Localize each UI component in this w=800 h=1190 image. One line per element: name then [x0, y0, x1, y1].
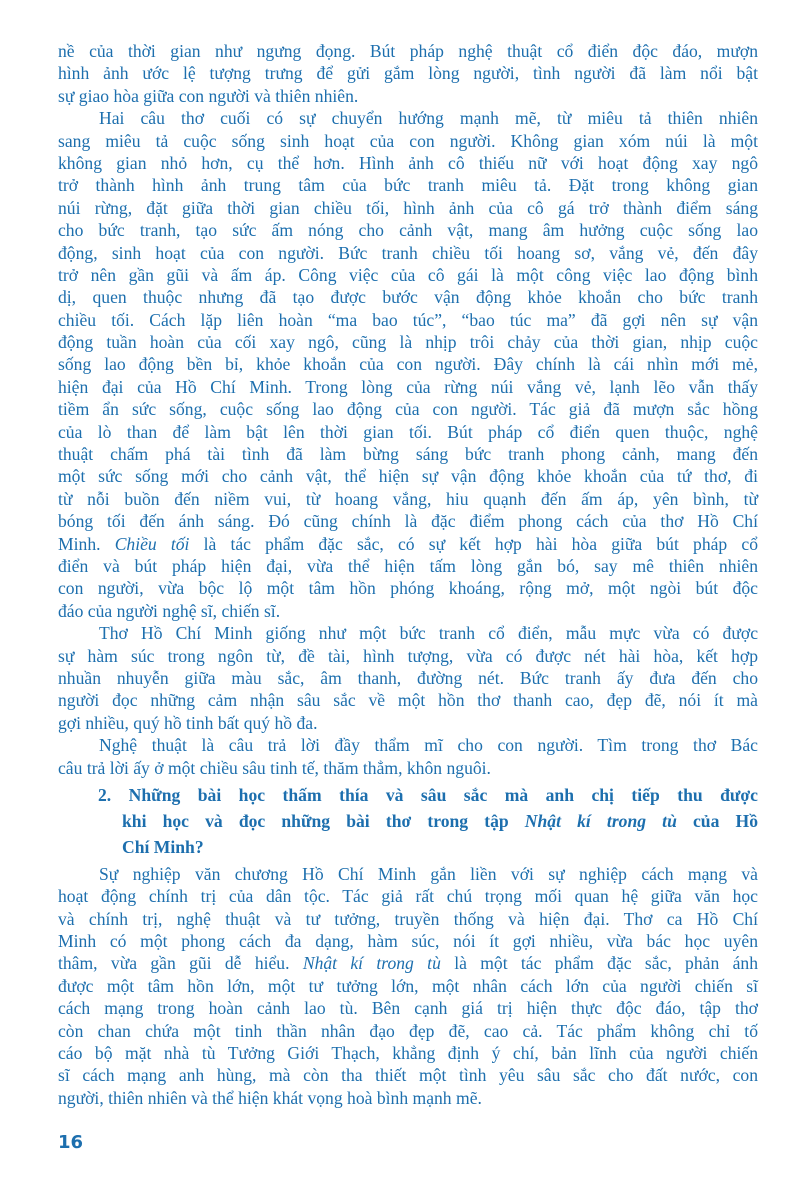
text-run: Thơ Hồ Chí Minh giống như một bức tranh cổ điển, mẫu mực vừa có được — [99, 623, 758, 644]
text-run: động tuần hoàn của cối xay ngô, cũng là nhịp trôi chảy của thời gian, nhịp cuộc — [58, 332, 758, 353]
text-line — [58, 782, 758, 808]
question-heading — [58, 782, 758, 860]
text-line — [58, 331, 758, 353]
italic-title: Nhật kí trong tù — [302, 953, 441, 974]
text-line — [58, 577, 758, 599]
text-line — [58, 130, 758, 152]
book-page-text — [58, 40, 758, 1109]
text-run: sự hàm súc trong ngôn từ, đề tài, hình tượng, vừa có được nét hài hòa, kết hợp — [58, 645, 758, 666]
text-line — [58, 1042, 758, 1064]
text-run: câu trả lời ấy ở một chiều sâu tinh tế, thăm thẳm, khôn nguôi. — [58, 757, 491, 778]
text-line — [58, 600, 758, 622]
text-run: trở thành hình ảnh trung tâm của bức tranh miêu tả. Đặt trong không gian — [58, 175, 758, 196]
text-run: nề của thời gian như ngưng đọng. Bút pháp nghệ thuật cổ điển độc đáo, mượn — [58, 41, 758, 61]
text-line — [58, 555, 758, 577]
text-run: sống lao động bền bỉ, khỏe khoắn của con người. Đây chính là cái nhìn mới mẻ, — [58, 354, 758, 375]
text-line — [58, 808, 758, 834]
text-line — [58, 533, 758, 555]
text-line — [58, 398, 758, 420]
text-run: tiềm ẩn sức sống, cuộc sống lao động của con người. Tác giả đã mượn sắc hồng — [58, 399, 758, 420]
text-line — [58, 465, 758, 487]
text-run: nhuần nhuyễn giữa màu sắc, âm thanh, đường nét. Bức tranh ấy đưa đến cho — [58, 667, 758, 688]
text-line — [58, 85, 758, 107]
text-run: Minh có một phong cách đa dạng, hàm súc, nói ít gợi nhiều, vừa bác học uyên — [58, 931, 758, 952]
text-run: thâm, vừa gần gũi dễ hiểu. — [58, 953, 303, 974]
text-line — [58, 510, 758, 532]
text-run: không gian nhỏ hơn, cụ thể hơn. Hình ảnh cô thiếu nữ với hoạt động xay ngô — [58, 152, 758, 173]
paragraph — [58, 734, 758, 779]
text-line — [58, 488, 758, 510]
text-run: trở nên gần gũi và ấm áp. Công việc của cô gái là một công việc lao động bình — [58, 264, 758, 285]
text-run: hoạt động chính trị của dân tộc. Tác giả rất chú trọng mối quan hệ giữa văn học — [58, 886, 758, 907]
text-line — [58, 353, 758, 375]
text-run: Nghệ thuật là câu trả lời đầy thẩm mĩ cho con người. Tìm trong thơ Bác — [99, 735, 758, 756]
text-line — [58, 40, 758, 62]
text-line — [58, 908, 758, 930]
text-line — [58, 242, 758, 264]
paragraph — [58, 622, 758, 734]
text-line — [58, 107, 758, 129]
text-line — [58, 930, 758, 952]
text-line — [58, 863, 758, 885]
text-run: một sức sống mới cho cảnh vật, thể hiện sự vận động khỏe khoắn của tứ thơ, đi — [58, 466, 758, 487]
text-run: hình ảnh ước lệ tượng trưng để gửi gắm lòng người, tình người đã làm nổi bật — [58, 63, 758, 84]
text-run: điển và bút pháp hiện đại, vừa thể hiện tấm lòng gắn bó, say mê thiên nhiên — [58, 555, 758, 576]
text-line — [58, 197, 758, 219]
page-number: 16 — [58, 1132, 84, 1153]
text-line — [58, 376, 758, 398]
italic-title: Nhật kí trong tù — [524, 810, 677, 831]
text-line — [58, 667, 758, 689]
text-run: sang miêu tả cuộc sống sinh hoạt của con người. Không gian xóm núi là một — [58, 130, 758, 151]
text-run: đáo của người nghệ sĩ, chiến sĩ. — [58, 600, 281, 621]
text-line — [58, 712, 758, 734]
text-run: cho bức tranh, tạo sức ấm nóng cho cảnh vật, mang âm hưởng cuộc sống lao — [58, 220, 758, 241]
text-run: còn chan chứa một tinh thần nhân đạo đẹp đẽ, cao cả. Tác phẩm không chỉ tố — [58, 1020, 758, 1041]
text-line — [58, 174, 758, 196]
text-line — [58, 286, 758, 308]
text-run: người đọc những cảm nhận sâu sắc về một hồn thơ thanh cao, đẹp đẽ, nói ít mà — [58, 690, 758, 711]
text-line — [58, 997, 758, 1019]
text-run: là tác phẩm đặc sắc, có sự kết hợp hài hòa giữa bút pháp cổ — [189, 533, 758, 554]
text-run: chiều tối. Cách lặp liên hoàn “ma bao túc”, “bao túc ma” đã gợi nên sự vận — [58, 309, 758, 330]
paragraph — [58, 40, 758, 107]
text-line — [58, 62, 758, 84]
text-line — [58, 219, 758, 241]
text-run: và chính trị, nghệ thuật và tư tưởng, truyền thống và hiện đại. Thơ ca Hồ Chí — [58, 908, 758, 929]
text-line — [58, 443, 758, 465]
text-line — [58, 952, 758, 974]
text-run: cách mạng trong hoàn cảnh lao tù. Bên cạnh giá trị hiện thực độc đáo, tập thơ — [58, 998, 758, 1019]
text-run: Chí Minh? — [122, 836, 204, 857]
text-line — [58, 309, 758, 331]
text-line — [58, 885, 758, 907]
text-line — [58, 1020, 758, 1042]
text-run: Minh. — [58, 533, 115, 554]
text-line — [58, 152, 758, 174]
text-run: của lò than để làm bật lên thời gian tối. Bút pháp cổ điển quen thuộc, nghệ — [58, 421, 758, 442]
text-line — [58, 264, 758, 286]
text-run: người, thiên nhiên và thể hiện khát vọng hoà bình mạnh mẽ. — [58, 1087, 482, 1108]
text-run: sĩ cách mạng anh hùng, mà còn tha thiết một tình yêu sâu sắc cho đất nước, con — [58, 1065, 758, 1086]
text-line — [58, 1064, 758, 1086]
text-run: khi học và đọc những bài thơ trong tập — [122, 810, 525, 831]
text-run: hiện đại của Hồ Chí Minh. Trong lòng của rừng núi vắng vẻ, lạnh lẽo vẫn thấy — [58, 376, 758, 397]
text-run: cáo bộ mặt nhà tù Tưởng Giới Thạch, khẳng định ý chí, bản lĩnh của người chiến — [58, 1043, 758, 1064]
paragraph — [58, 863, 758, 1109]
text-line — [58, 421, 758, 443]
text-run: dị, quen thuộc nhưng đã tạo được bước vận động khỏe khoắn cho bức tranh — [58, 287, 758, 308]
text-line — [58, 1087, 758, 1109]
text-run: Hai câu thơ cuối có sự chuyển hướng mạnh mẽ, từ miêu tả thiên nhiên — [99, 108, 758, 129]
text-run: gợi nhiều, quý hồ tinh bất quý hồ đa. — [58, 712, 318, 733]
paragraph — [58, 107, 758, 622]
text-run: sự giao hòa giữa con người và thiên nhiên. — [58, 85, 359, 106]
text-run: 2. Những bài học thấm thía và sâu sắc mà anh chị tiếp thu được — [98, 784, 758, 805]
text-run: bóng tối đến ánh sáng. Đó cũng chính là đặc điểm phong cách của thơ Hồ Chí — [58, 511, 758, 532]
text-line — [58, 645, 758, 667]
text-line — [58, 734, 758, 756]
text-line — [58, 834, 758, 860]
text-line — [58, 757, 758, 779]
text-run: là một tác phẩm đặc sắc, phản ánh — [440, 953, 758, 974]
text-line — [58, 622, 758, 644]
text-run: con người, vừa bộc lộ một tâm hồn phóng khoáng, rộng mở, một ngòi bút độc — [58, 578, 758, 599]
text-line — [58, 975, 758, 997]
italic-title: Chiều tối — [114, 533, 190, 554]
text-run: thuật chấm phá tài tình đã làm bừng sáng bức tranh phong cảnh, mang đến — [58, 444, 758, 465]
text-run: động, sinh hoạt của con người. Bức tranh chiều tối hoang sơ, vắng vẻ, đến đây — [58, 242, 758, 263]
text-line — [58, 689, 758, 711]
text-run: của Hồ — [676, 810, 759, 831]
text-run: Sự nghiệp văn chương Hồ Chí Minh gắn liền với sự nghiệp cách mạng và — [99, 863, 758, 884]
text-run: núi rừng, đặt giữa thời gian chiều tối, hình ảnh của cô gá trở thành điểm sáng — [58, 197, 758, 218]
text-run: được một tâm hồn lớn, một tư tưởng lớn, một nhân cách lớn của người chiến sĩ — [58, 975, 758, 996]
text-run: từ nỗi buồn đến niềm vui, từ hoang vắng, hiu quạnh đến ấm áp, yên bình, từ — [58, 488, 758, 509]
